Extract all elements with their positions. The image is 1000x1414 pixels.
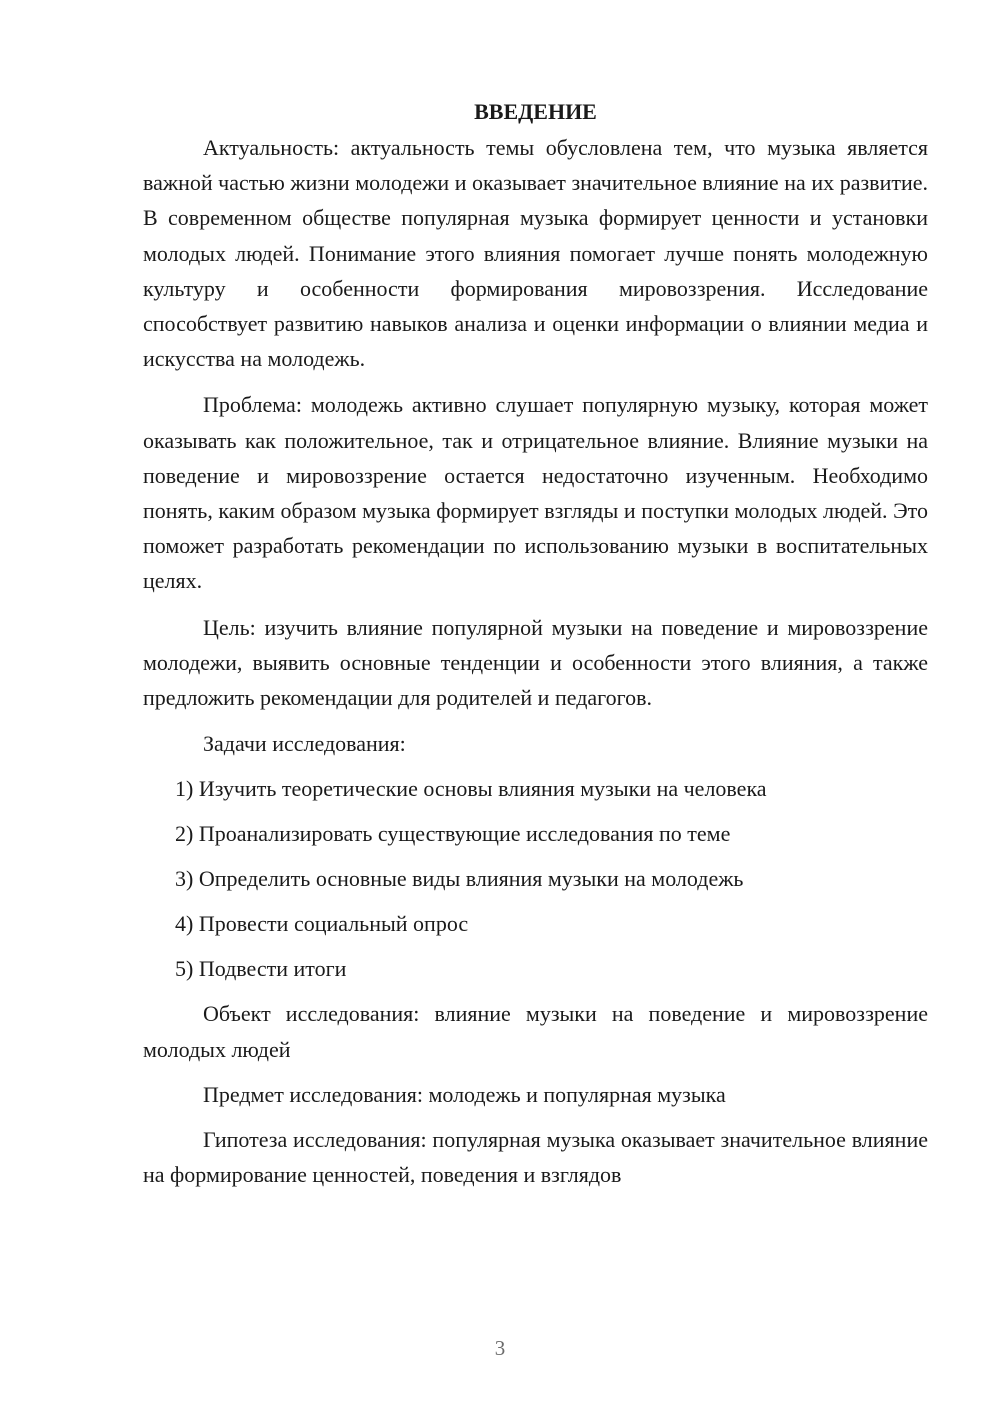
object-paragraph: Объект исследования: влияние музыки на поведение и мировоззрение молодых людей — [143, 1001, 928, 1062]
list-item: 3) Определить основные виды влияния музыки на молодежь — [175, 866, 744, 892]
page-title: ВВЕДЕНИЕ — [474, 99, 597, 124]
list-item: 5) Подвести итоги — [175, 956, 347, 982]
list-item: 1) Изучить теоретические основы влияния музыки на человека — [175, 776, 767, 802]
page-number: 3 — [494, 1336, 506, 1360]
problem-paragraph: Проблема: молодежь активно слушает популярную музыку, которая может оказывать как положительное, так и отрицательное влияние. Влияние музыки на поведение и мировоззрение остается недостаточно изученным. Необходимо понять, каким образом музыка формирует взгляды и поступки молодых людей. Это поможет разработать рекомендации по использованию музыки в воспитательных целях. — [143, 392, 928, 594]
list-item: 2) Проанализировать существующие исследования по теме — [175, 821, 731, 847]
tasks-heading: Задачи исследования: — [203, 731, 406, 757]
goal-paragraph: Цель: изучить влияние популярной музыки на поведение и мировоззрение молодежи, выявить основные тенденции и особенности этого влияния, а также предложить рекомендации для родителей и педагогов. — [143, 614, 928, 711]
hypothesis-paragraph: Гипотеза исследования: популярная музыка оказывает значительное влияние на формирование ценностей, поведения и взглядов — [143, 1127, 928, 1188]
subject-paragraph: Предмет исследования: молодежь и популярная музыка — [203, 1081, 726, 1107]
tasks-list — [143, 771, 928, 986]
relevance-paragraph: Актуальность: актуальность темы обусловлена тем, что музыка является важной частью жизни молодежи и оказывает значительное влияние на их развитие. В современном обществе популярная музыка формирует ценности и установки молодых людей. Понимание этого влияния помогает лучше понять молодежную культуру и особенности формирования мировоззрения. Исследование способствует развитию навыков анализа и оценки информации о влиянии медиа и искусства на молодежь. — [143, 135, 928, 372]
list-item: 4) Провести социальный опрос — [175, 911, 469, 937]
